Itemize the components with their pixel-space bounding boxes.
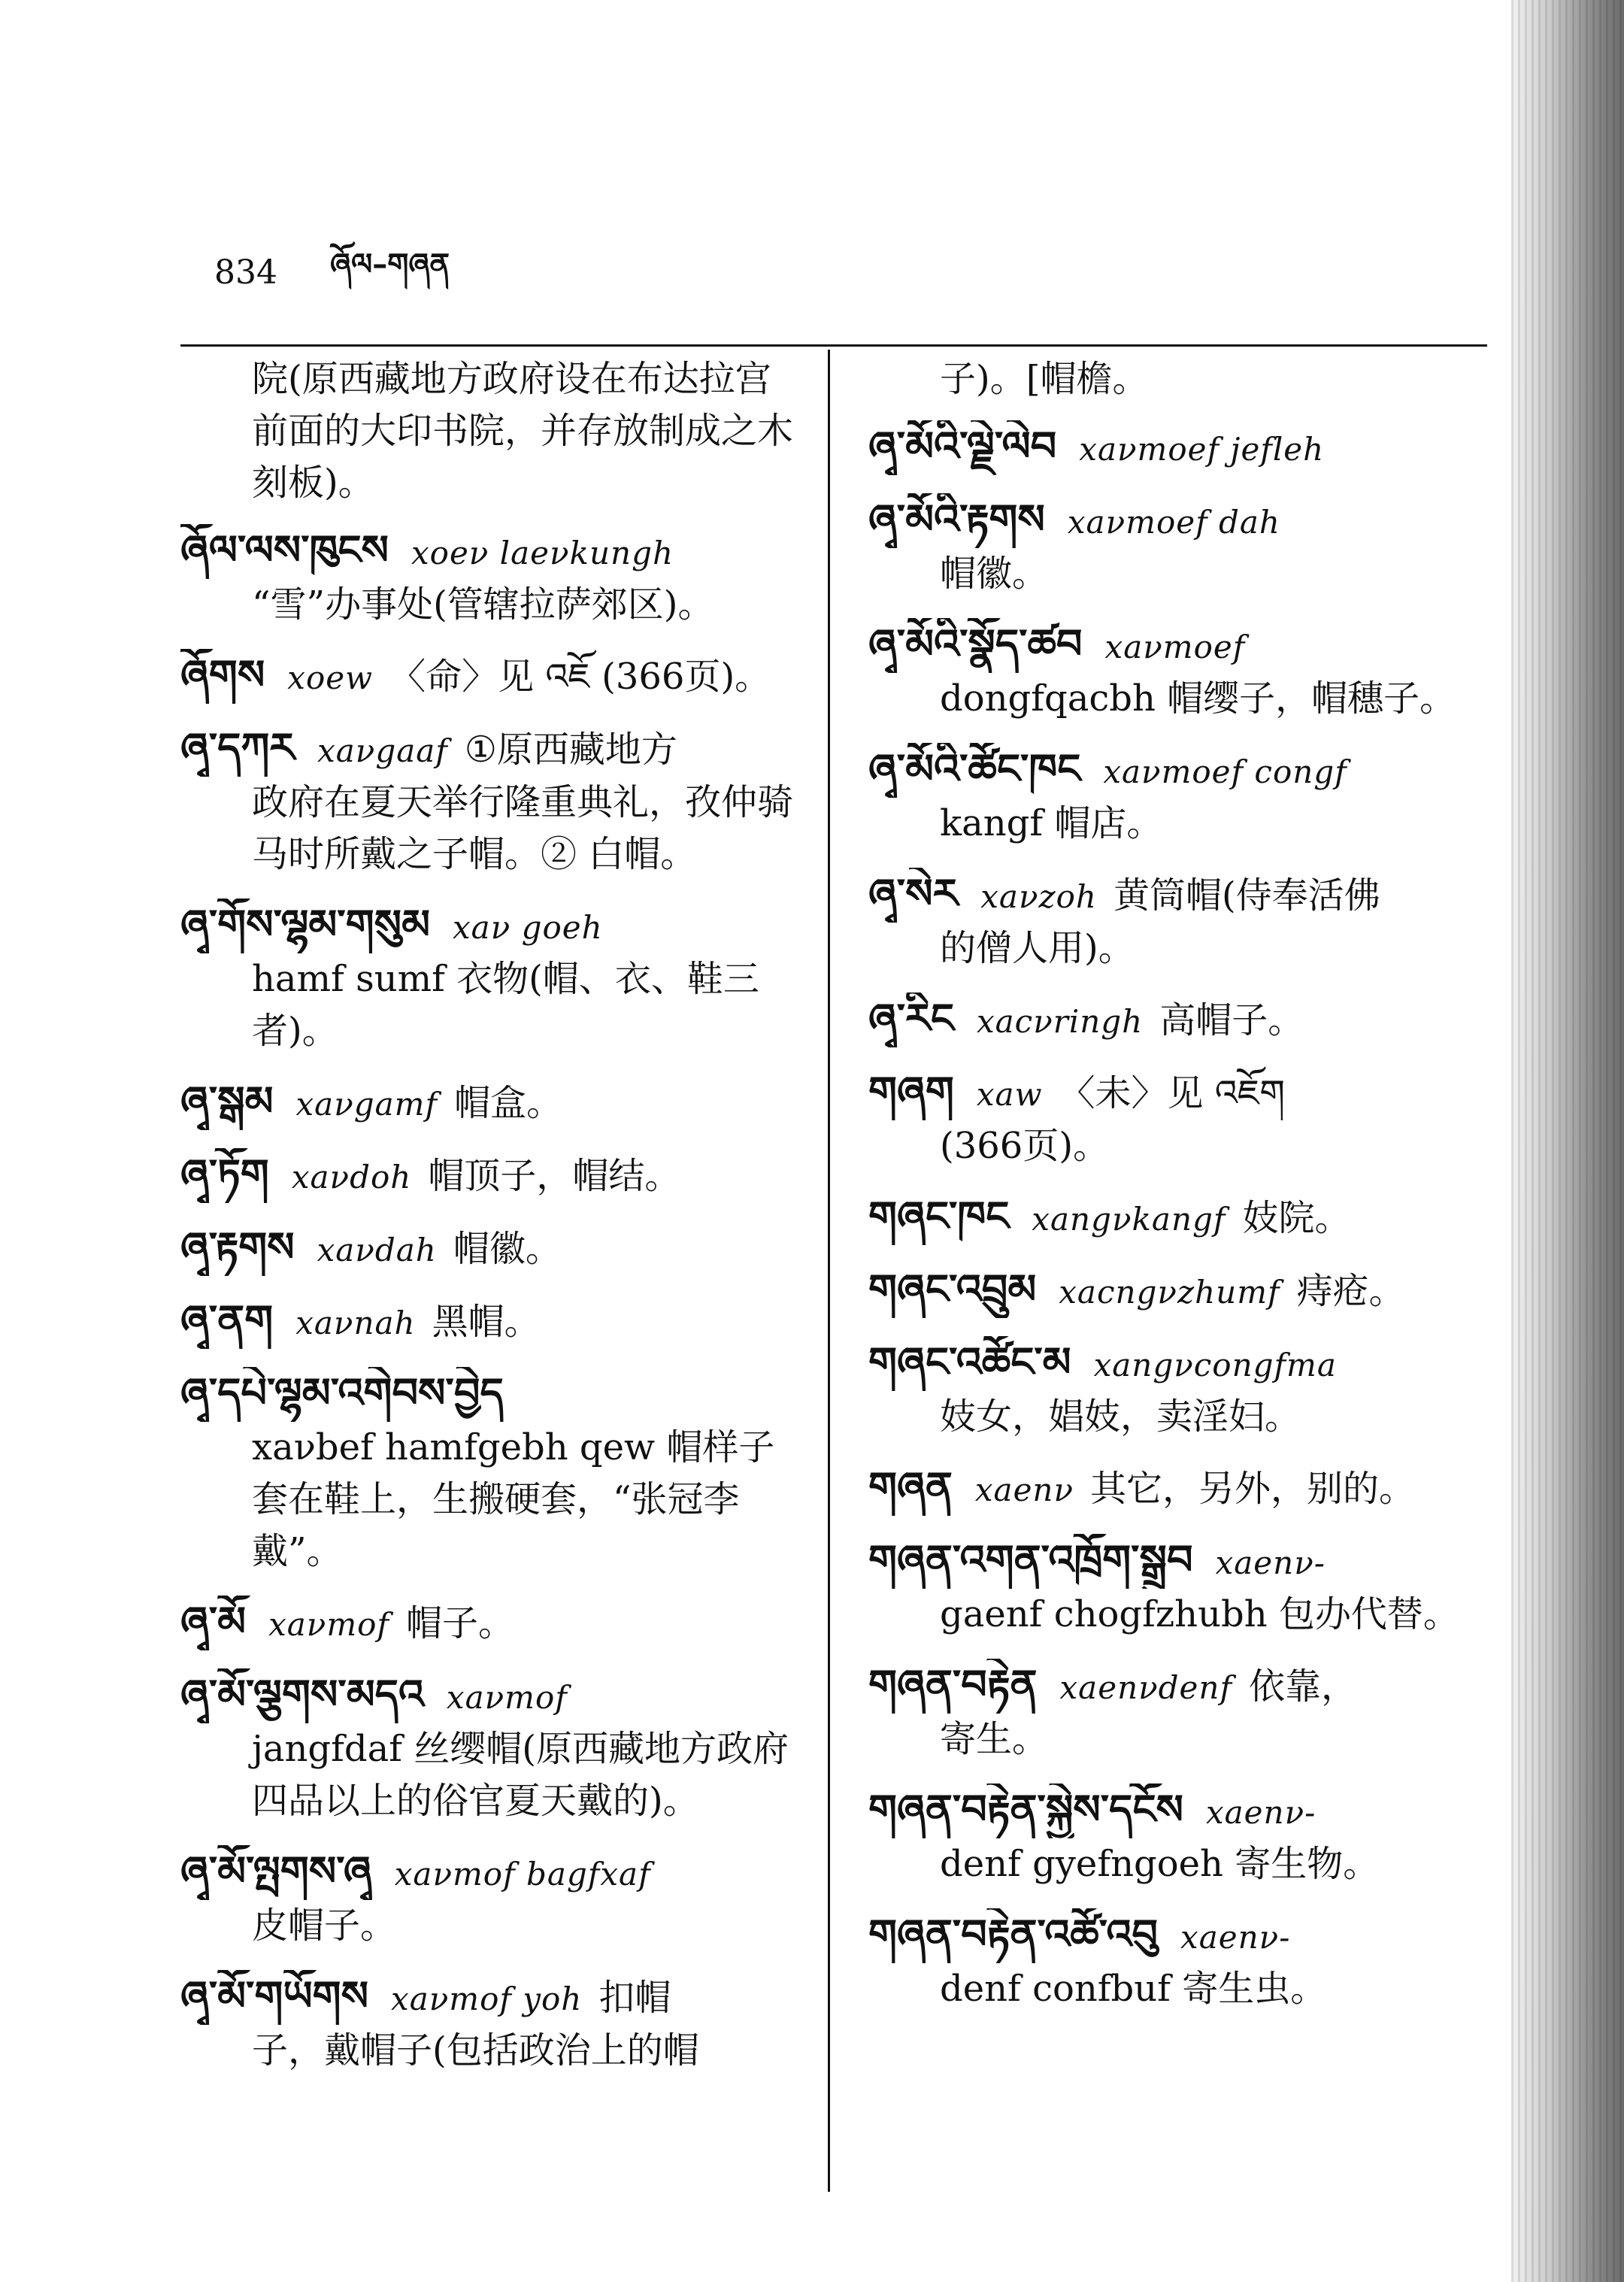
romanization: xaenν- [1215, 1544, 1326, 1581]
dictionary-entry [868, 1461, 1485, 1516]
gloss: 帽徽。 [453, 1228, 562, 1270]
headword-tibetan: ཞྭ་གོས་ལྷམ་གསུམ [180, 901, 430, 948]
dictionary-entry [180, 1221, 804, 1276]
dictionary-entry [180, 1148, 804, 1203]
headword-tibetan: ཞྭ་མོ [180, 1598, 247, 1645]
gloss: 妓院。 [1242, 1197, 1351, 1239]
dictionary-entry [180, 899, 804, 1057]
dictionary-entry [180, 1596, 804, 1650]
dictionary-entry [868, 1190, 1485, 1245]
romanization: xaνdoh [291, 1159, 412, 1196]
dictionary-entry [180, 1845, 804, 1952]
gloss: 帽顶子，帽结。 [428, 1155, 681, 1197]
romanization: xaenν [974, 1471, 1074, 1508]
dictionary-entry [868, 420, 1485, 475]
headword-tibetan: གཞང་འཚོང་མ [868, 1338, 1071, 1386]
gloss-continued: 的僧人用)。 [940, 927, 1135, 969]
dictionary-entry [868, 743, 1485, 850]
headword-tibetan: ཞྭ་རྟགས [180, 1223, 295, 1271]
gloss-continued: 子，戴帽子(包括政治上的帽 [252, 2029, 699, 2071]
gloss: 扣帽 [598, 1977, 671, 2019]
romanization: xaνmof [446, 1679, 568, 1716]
headword-tibetan: ཞྭ་སྒམ [180, 1077, 274, 1125]
dictionary-entry [180, 1367, 804, 1577]
gloss: 〈命〉见 འཇོ (366页)。 [389, 656, 771, 698]
headword-tibetan: གཞན་བརྟེན་འཚོ་འབུ [868, 1911, 1159, 1958]
romanization: xaνmoef [1104, 629, 1246, 665]
romanization: xaνgamf [295, 1086, 438, 1123]
column-divider [828, 350, 830, 2192]
romanization: xoew [287, 659, 374, 696]
gloss: 高帽子。 [1159, 999, 1304, 1041]
romanization: xangνkangf [1032, 1201, 1226, 1238]
romanization: xaw [976, 1076, 1043, 1113]
headword-tibetan: ཞྭ་དཀར [180, 724, 295, 771]
continuation-text: 子)。[帽檐。 [940, 358, 1149, 400]
dictionary-entry [180, 1075, 804, 1130]
gloss: 黄筒帽(侍奉活佛 [1113, 874, 1380, 917]
dictionary-entry [868, 1065, 1485, 1172]
headword-tibetan: གཞང་འབྲུམ [868, 1265, 1037, 1313]
page-number: 834 [214, 253, 277, 292]
gloss-continued: 帽徽。 [940, 553, 1049, 595]
dictionary-entry [180, 1294, 804, 1349]
right-column [868, 353, 1485, 2211]
continuation-text: 院(原西藏地方政府设在布达拉宫前面的大印书院，并存放制成之木刻板)。 [252, 358, 794, 504]
dictionary-entry [868, 993, 1485, 1047]
gloss-continued: “雪”办事处(管辖拉萨郊区)。 [252, 583, 714, 626]
headword-tibetan: གཞན་བརྟེན་སྐྱེས་དངོས [868, 1786, 1183, 1833]
gloss: 痔疮。 [1296, 1270, 1405, 1312]
romanization: xaνmoef dah [1067, 504, 1280, 541]
gloss-continued: dongfqacbh 帽缨子，帽穗子。 [940, 677, 1456, 720]
gloss: 黑帽。 [432, 1301, 541, 1343]
headword-tibetan: ཞྭ་རིང [868, 995, 954, 1042]
gloss-continued: 寄生。 [940, 1718, 1049, 1760]
gloss: 依靠， [1248, 1665, 1357, 1708]
romanization: xaνdah [317, 1232, 437, 1268]
headword-tibetan: ཞྭ་མོའི་རྟགས [868, 495, 1045, 543]
gloss-continued: jangfdaf 丝缨帽(原西藏地方政府四品以上的俗官夏天戴的)。 [252, 1728, 789, 1822]
gloss: 帽子。 [405, 1602, 514, 1644]
gloss-continued: kangf 帽店。 [940, 802, 1163, 844]
dictionary-entry [868, 1534, 1485, 1641]
gloss: 帽盒。 [454, 1082, 563, 1124]
headword-tibetan: ཞྭ་མོའི་ལྗེ་ལེབ [868, 423, 1057, 470]
gloss-continued: 皮帽子。 [252, 1905, 397, 1947]
dictionary-entry [180, 649, 804, 704]
dictionary-entry [868, 1659, 1485, 1765]
headword-tibetan: གཞང་ཁང [868, 1193, 1010, 1240]
headword-tibetan: གཞན་འགན་འཁྲོག་སྒྲུབ [868, 1536, 1193, 1583]
headword-tibetan: ཞྭ་ཏོག [180, 1150, 269, 1198]
romanization: xangνcongfma [1093, 1347, 1337, 1383]
left-column [180, 353, 804, 2211]
romanization: xaνmoef congf [1103, 753, 1347, 790]
gloss-continued: (366页)。 [940, 1125, 1110, 1167]
page-edge-shadow [1511, 0, 1624, 2282]
dictionary-entry [868, 1783, 1485, 1890]
dictionary-entry [868, 618, 1485, 725]
romanization: xacngνzhumf [1059, 1274, 1280, 1311]
headword-tibetan: ཞྭ་མོ་གཡོགས [180, 1972, 369, 2020]
headword-tibetan: ཞྭ་མོའི་ཚོང་ཁང [868, 745, 1081, 792]
dictionary-entry [868, 1908, 1485, 2015]
gloss: ①原西藏地方 [464, 729, 677, 771]
dictionary-entry [180, 1668, 804, 1827]
romanization: xaνnah [295, 1305, 416, 1341]
headword-tibetan: ཞོལ་ལས་ཁུངས [180, 526, 389, 574]
dictionary-entry [868, 868, 1485, 974]
romanization: xacνringh [976, 1003, 1144, 1040]
headword-tibetan: གཞག [868, 1068, 954, 1115]
headword-tibetan: ཞྭ་མོའི་སྣོད་ཚབ [868, 620, 1083, 668]
headword-tibetan: གཞན་བརྟེན [868, 1661, 1038, 1708]
romanization: xaν goeh [453, 909, 603, 946]
headword-tibetan: ཞྭ་དཔེ་ལྷམ་འགེབས་བྱེད [180, 1369, 504, 1417]
gloss-continued: 政府在夏天举行隆重典礼，孜仲骑马时所戴之子帽。② 白帽。 [252, 781, 794, 875]
gloss: 〈未〉见 འཇོག [1059, 1072, 1286, 1114]
headword-tibetan: ཞོགས [180, 651, 265, 699]
gloss-continued: denf confbuf 寄生虫。 [940, 1968, 1327, 2010]
gloss-continued: hamf sumf 衣物(帽、衣、鞋三者)。 [252, 958, 759, 1052]
gloss-continued: 妓女，娼妓，卖淫妇。 [940, 1396, 1301, 1438]
romanization: xaνmof [268, 1606, 389, 1643]
gloss-continued: denf gyefngoeh 寄生物。 [940, 1843, 1380, 1885]
gloss-continued: xaνbef hamfgebh qew 帽样子套在鞋上，生搬硬套，“张冠李戴”。 [252, 1426, 775, 1572]
dictionary-entry [180, 1970, 804, 2077]
dictionary-entry [180, 524, 804, 631]
headword-tibetan: གཞན [868, 1463, 953, 1511]
romanization: xaνgaaf [317, 732, 448, 769]
page-header [214, 247, 472, 295]
running-head: ཞོལ–གཞན [329, 247, 450, 282]
headword-tibetan: ཞྭ་མོ་ལྤགས་ཞྭ [180, 1847, 372, 1895]
romanization: xaνmof yoh [391, 1980, 583, 2017]
headword-tibetan: ཞྭ་ནག [180, 1296, 274, 1344]
romanization: xaνmof bagfxaf [394, 1856, 651, 1893]
romanization: xaνzoh [980, 878, 1097, 915]
romanization: xaenνdenf [1059, 1669, 1232, 1706]
gloss-continued: gaenf chogfzhubh 包办代替。 [940, 1593, 1459, 1635]
headword-tibetan: ཞྭ་སེར [868, 870, 959, 917]
header-rule [180, 344, 1487, 347]
dictionary-entry [180, 722, 804, 880]
headword-tibetan: ཞྭ་མོ་ལྕགས་མདའ [180, 1671, 424, 1718]
gloss: 其它，另外，别的。 [1090, 1468, 1416, 1510]
dictionary-entry [868, 493, 1485, 600]
dictionary-entry [868, 1336, 1485, 1443]
romanization: xaenν- [1180, 1919, 1291, 1956]
dictionary-entry [868, 1263, 1485, 1318]
romanization: xaνmoef jefleh [1079, 431, 1325, 468]
romanization: xaenν- [1205, 1794, 1316, 1831]
romanization: xoeν laeνkungh [411, 535, 674, 571]
